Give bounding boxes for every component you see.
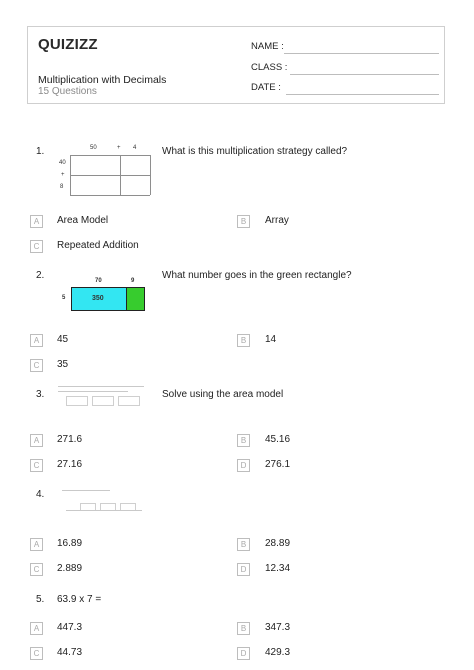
figure-side-label: 40 [59,160,66,166]
question-4-number: 4. [36,489,45,500]
option-text[interactable]: Array [265,215,289,226]
worksheet-title: Multiplication with Decimals [38,74,167,86]
name-label: NAME : [251,41,284,52]
figure-top-label: 70 [95,278,102,284]
option-letter-box[interactable]: C [30,459,43,472]
figure-box [92,396,114,406]
cyan-rectangle-value: 350 [92,295,104,302]
figure-top-label: 50 [90,145,97,151]
option-letter-box[interactable]: C [30,359,43,372]
option-text[interactable]: 27.16 [57,459,83,470]
option-letter-box[interactable]: C [30,647,43,660]
figure-top-label: 4 [133,145,137,151]
option-text[interactable]: 12.34 [265,563,291,574]
option-letter-box[interactable]: D [237,459,250,472]
question-2-number: 2. [36,270,45,281]
figure-side-label: 8 [60,184,64,190]
question-5-text: 63.9 x 7 = [57,594,102,605]
option-text[interactable]: 45.16 [265,434,291,445]
option-text[interactable]: 429.3 [265,647,291,658]
option-text[interactable]: 35 [57,359,69,370]
figure-top-label: 9 [131,278,135,284]
class-line[interactable] [290,74,439,75]
class-label: CLASS : [251,62,288,73]
option-letter-box[interactable]: A [30,215,43,228]
option-letter-box[interactable]: C [30,240,43,253]
grid-line [70,155,71,195]
figure-text-line [62,490,110,491]
question-3-number: 3. [36,389,45,400]
question-5-number: 5. [36,594,45,605]
question-1-number: 1. [36,146,45,157]
green-rectangle [126,287,145,311]
figure-top-label: + [117,145,121,151]
question-2-text: What number goes in the green rectangle? [162,270,352,281]
option-letter-box[interactable]: A [30,334,43,347]
option-letter-box[interactable]: B [237,334,250,347]
option-letter-box[interactable]: A [30,434,43,447]
quizizz-logo: QUIZIZZ [38,36,98,53]
option-letter-box[interactable]: B [237,434,250,447]
grid-line [70,175,150,176]
date-label: DATE : [251,82,281,93]
option-letter-box[interactable]: A [30,538,43,551]
question-1-text: What is this multiplication strategy called? [162,146,348,157]
grid-line [70,195,150,196]
option-letter-box[interactable]: C [30,563,43,576]
option-letter-box[interactable]: B [237,622,250,635]
option-letter-box[interactable]: A [30,622,43,635]
option-text[interactable]: Repeated Addition [57,240,139,251]
option-text[interactable]: 447.3 [57,622,83,633]
name-line[interactable] [284,53,439,54]
option-text[interactable]: 45 [57,334,69,345]
date-line[interactable] [286,94,439,95]
option-text[interactable]: Area Model [57,215,109,226]
question-count: 15 Questions [38,86,97,97]
figure-box [66,396,88,406]
grid-line [150,155,151,195]
figure-box [118,396,140,406]
option-letter-box[interactable]: B [237,215,250,228]
option-text[interactable]: 16.89 [57,538,83,549]
option-text[interactable]: 271.6 [57,434,83,445]
figure-side-label: + [61,172,65,178]
question-3-text: Solve using the area model [162,389,284,400]
worksheet-header [27,26,445,104]
option-text[interactable]: 2.889 [57,563,83,574]
grid-line [120,155,121,195]
grid-line [70,155,150,156]
option-letter-box[interactable]: B [237,538,250,551]
figure-text-line [58,386,144,387]
figure-text-line [58,391,128,392]
option-letter-box[interactable]: D [237,563,250,576]
option-text[interactable]: 44.73 [57,647,83,658]
option-text[interactable]: 28.89 [265,538,291,549]
option-letter-box[interactable]: D [237,647,250,660]
option-text[interactable]: 276.1 [265,459,291,470]
figure-text-line [66,510,142,511]
option-text[interactable]: 14 [265,334,277,345]
figure-side-label: 5 [62,295,66,301]
option-text[interactable]: 347.3 [265,622,291,633]
